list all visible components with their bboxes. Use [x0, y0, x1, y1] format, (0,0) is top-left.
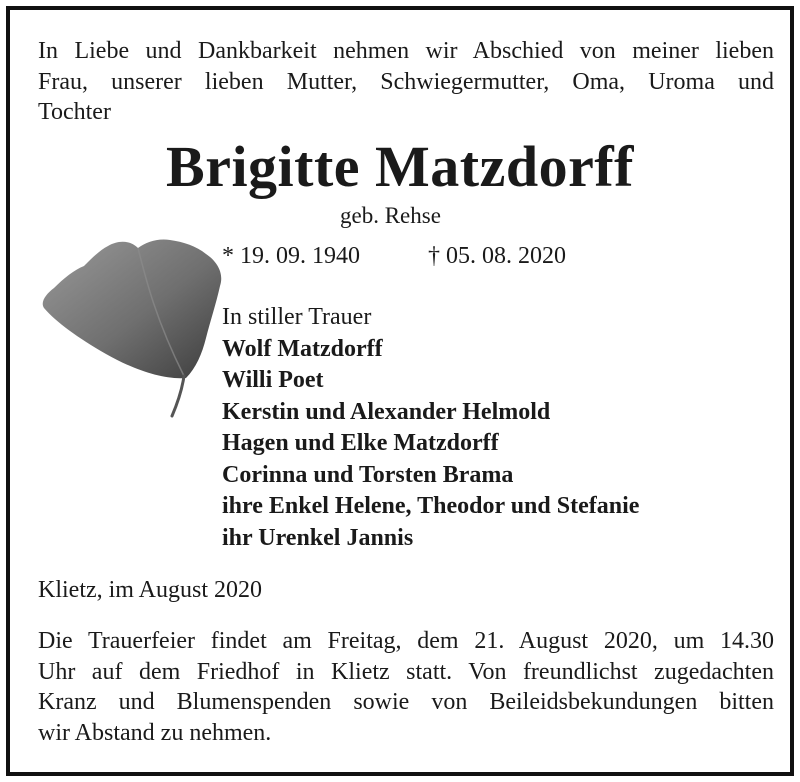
funeral-line: Uhr auf dem Friedhof in Klietz statt. Von freundlichst zugedachten: [38, 658, 774, 685]
funeral-line: Kranz und Blumenspenden sowie von Beileidsbekundungen bitten: [38, 689, 774, 715]
mourning-label: In stiller Trauer: [222, 304, 372, 330]
funeral-info: [38, 626, 774, 748]
maiden-name: geb. Rehse: [340, 203, 441, 228]
mourner-name: ihr Urenkel Jannis: [222, 524, 414, 551]
place-date: Klietz, im August 2020: [38, 577, 262, 603]
intro-line: In Liebe und Dankbarkeit nehmen wir Abschied von meiner lieben: [38, 38, 774, 64]
intro-text: [38, 36, 774, 128]
ginkgo-leaf-icon: [34, 230, 226, 422]
obituary-notice: [6, 6, 794, 776]
mourner-name: Wolf Matzdorff: [222, 335, 383, 362]
funeral-line: wir Abstand zu nehmen.: [38, 719, 272, 746]
birth-date: * 19. 09. 1940: [222, 243, 360, 269]
death-date: † 05. 08. 2020: [428, 243, 566, 269]
intro-line: Tochter: [38, 99, 111, 125]
intro-line: Frau, unserer lieben Mutter, Schwiegermutter, Oma, Uroma und: [38, 68, 774, 95]
funeral-line: Die Trauerfeier findet am Freitag, dem 21. August 2020, um 14.30: [38, 628, 774, 654]
mourner-name: Hagen und Elke Matzdorff: [222, 430, 499, 456]
mourner-name: Willi Poet: [222, 367, 324, 393]
mourner-name: ihre Enkel Helene, Theodor und Stefanie: [222, 493, 640, 519]
deceased-name: Brigitte Matzdorff: [166, 134, 634, 199]
mourner-name: Corinna und Torsten Brama: [222, 461, 514, 488]
mourner-name: Kerstin und Alexander Helmold: [222, 398, 551, 425]
mourners-list: [222, 302, 639, 554]
